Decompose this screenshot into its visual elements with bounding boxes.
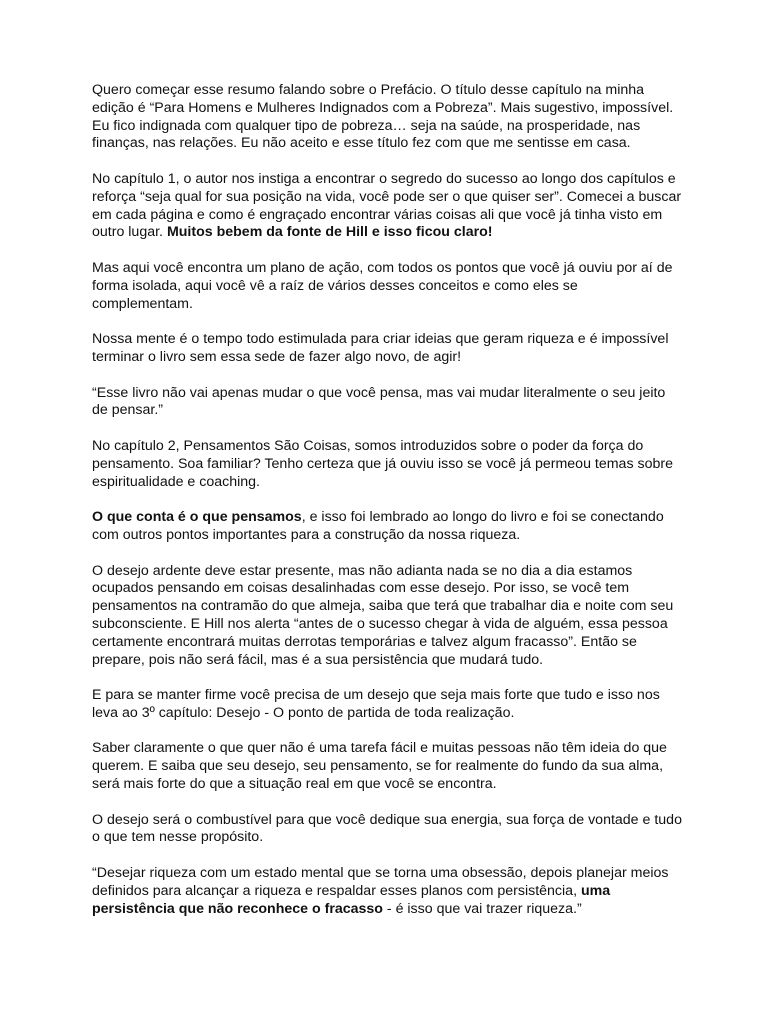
text-run: O desejo ardente deve estar presente, mas não adianta nada se no dia a dia estamos ocupados pensando em coisas desalinhadas com esse desejo. Por isso, se você tem pensamentos na contramão do que almeja, saiba que terá que trabalhar dia e noite com seu subconsciente. E Hill nos alerta “antes de o sucesso chegar à vida de alguém, essa pessoa certamente encontrará muitas derrotas temporárias e talvez algum fracasso”. Então se prepare, pois não será fácil, mas é a sua persistência que mudará tudo. (92, 562, 674, 668)
paragraph-saber-claramente (92, 740, 682, 793)
text-run: - é isso que vai trazer riqueza.” (382, 900, 582, 917)
bold-text-run: O que conta é o que pensamos (92, 509, 302, 526)
text-run: No capítulo 1, o autor nos instiga a encontrar o segredo do sucesso ao longo dos capítulos e reforça “seja qual for sua posição na vida, você pode ser o que quiser ser”. Comecei a buscar em cada página e como é engraçado encontrar várias coisas ali que você já tinha visto em outro lugar. (92, 170, 682, 241)
text-run: “Esse livro não vai apenas mudar o que você pensa, mas vai mudar literalmente o seu jeito de pensar.” (92, 384, 666, 419)
text-run: Saber claramente o que quer não é uma tarefa fácil e muitas pessoas não têm ideia do que querem. E saiba que seu desejo, seu pensamento, se for realmente do fundo da sua alma, será mais forte do que a situação real em que você se encontra. (92, 740, 667, 793)
text-run: , e isso foi lembrado ao longo do livro e foi se conectando com outros pontos importantes para a construção da nossa riqueza. (92, 509, 664, 543)
text-run: Quero começar esse resumo falando sobre o Prefácio. O título desse capítulo na minha edição é “Para Homens e Mulheres Indignados com a Pobreza”. Mais sugestivo, impossível. Eu fico indignada com qualquer tipo de pobreza… seja na saúde, na prosperidade, nas finanças, nas relações. Eu não aceito e esse título fez com que me sentisse em casa. (92, 82, 674, 152)
bold-text-run: Muitos bebem da fonte de Hill e isso ficou claro! (166, 224, 493, 241)
paragraph-quote-livro (92, 385, 682, 421)
text-run: “Desejar riqueza com um estado mental que se torna uma obsessão, depois planejar meios definidos para alcançar a riqueza e respaldar esses planos com persistência, (92, 865, 669, 899)
paragraph-prefacio (92, 82, 682, 153)
paragraph-capitulo-3 (92, 687, 682, 723)
paragraph-capitulo-1 (92, 171, 682, 242)
paragraph-capitulo-2 (92, 438, 682, 491)
paragraph-quote-riqueza (92, 865, 682, 918)
document-body (92, 82, 682, 918)
text-run: Mas aqui você encontra um plano de ação, com todos os pontos que você já ouviu por aí de forma isolada, aqui você vê a raíz de vários desses conceitos e como eles se complementam. (92, 259, 673, 312)
text-run: Nossa mente é o tempo todo estimulada para criar ideias que geram riqueza e é impossível terminar o livro sem essa sede de fazer algo novo, de agir! (92, 331, 669, 365)
paragraph-o-que-conta (92, 509, 682, 545)
paragraph-combustivel (92, 812, 682, 848)
text-run: O desejo será o combustível para que você dedique sua energia, sua força de vontade e tudo o que tem nesse propósito. (92, 811, 682, 846)
bold-text-run: uma persistência que não reconhece o fracasso (92, 882, 611, 917)
text-run: E para se manter firme você precisa de um desejo que seja mais forte que tudo e isso nos leva ao 3º capítulo: Desejo - O ponto de partida de toda realização. (92, 687, 660, 721)
paragraph-nossa-mente (92, 331, 682, 367)
paragraph-plano-de-acao (92, 260, 682, 313)
paragraph-desejo-ardente (92, 563, 682, 670)
text-run: No capítulo 2, Pensamentos São Coisas, somos introduzidos sobre o poder da força do pensamento. Soa familiar? Tenho certeza que já ouviu isso se você já permeou temas sobre espiritualidade e coaching. (92, 437, 673, 490)
